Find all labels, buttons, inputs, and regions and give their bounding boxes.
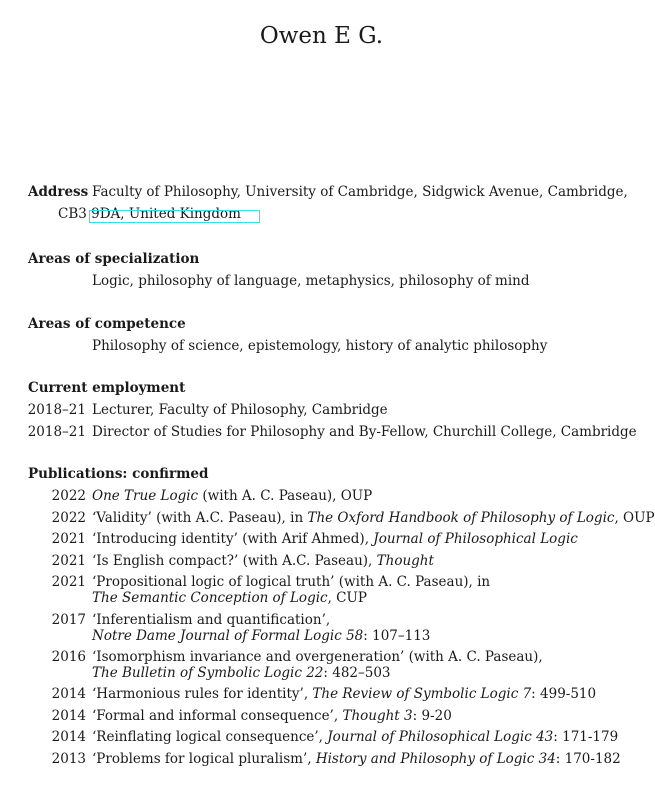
employment-item: Director of Studies for Philosophy and By-Fellow, Churchill College, Cambridge <box>92 424 637 440</box>
publication-entry: ‘Propositional logic of logical truth’ (with A. C. Paseau), in <box>92 574 491 590</box>
pub-text: ‘Harmonious rules for identity’, <box>92 686 313 702</box>
publication-entry-line-2 <box>92 665 391 681</box>
publication-entry: ‘Isomorphism invariance and overgeneration’ (with A. C. Paseau), <box>92 649 543 665</box>
pub-text-tail: : 107–113 <box>363 628 431 644</box>
pub-text: ‘Introducing identity’ (with Arif Ahmed), <box>92 531 374 547</box>
pub-venue: The Oxford Handbook of Philosophy of Logic <box>307 510 615 526</box>
publication-year: 2013 <box>51 751 86 767</box>
publication-entry <box>92 510 655 526</box>
publication-year: 2022 <box>51 510 86 526</box>
pub-text: ‘Validity’ (with A.C. Paseau), in <box>92 510 308 526</box>
pub-text-tail: , CUP <box>327 590 367 606</box>
competence-heading: Areas of competence <box>28 316 186 332</box>
address-postcode-prefix: CB3 <box>58 206 92 222</box>
publication-year: 2021 <box>51 531 86 547</box>
pub-venue: One True Logic <box>92 488 199 504</box>
pub-venue: Journal of Philosophical Logic <box>373 531 578 547</box>
pub-text-tail: : 170-182 <box>555 751 621 767</box>
address-label: Address <box>28 184 89 200</box>
pub-text: ‘Formal and informal consequence’, <box>92 708 343 724</box>
publication-entry <box>92 553 434 569</box>
pub-text-tail: : 499-510 <box>531 686 597 702</box>
pub-venue: Notre Dame Journal of Formal Logic 58 <box>92 628 364 644</box>
employment-years: 2018–21 <box>27 402 86 418</box>
pub-text: ‘Problems for logical pluralism’, <box>92 751 316 767</box>
employment-years: 2018–21 <box>27 424 86 440</box>
pub-text-tail: , OUP <box>614 510 655 526</box>
pub-text: ‘Is English compact?’ (with A.C. Paseau), <box>92 553 377 569</box>
pub-text-tail: : 171-179 <box>553 729 619 745</box>
publication-entry <box>92 686 596 702</box>
pub-venue: The Semantic Conception of Logic <box>92 590 328 606</box>
publication-entry <box>92 729 618 745</box>
pub-venue: The Bulletin of Symbolic Logic 22 <box>92 665 324 681</box>
publications-heading: Publications: confirmed <box>28 466 209 482</box>
publication-year: 2014 <box>51 729 86 745</box>
pub-venue: Thought <box>376 553 434 569</box>
pub-venue: Thought 3 <box>342 708 413 724</box>
address-link-border[interactable] <box>89 210 260 223</box>
pub-text-tail: : 9-20 <box>412 708 452 724</box>
publication-year: 2022 <box>51 488 86 504</box>
publication-year: 2016 <box>51 649 86 665</box>
pub-venue: History and Philosophy of Logic 34 <box>315 751 556 767</box>
publication-entry <box>92 531 578 547</box>
publication-year: 2021 <box>51 574 86 590</box>
publication-year: 2017 <box>51 612 86 628</box>
specialization-heading: Areas of specialization <box>28 251 200 267</box>
publication-year: 2021 <box>51 553 86 569</box>
cv-name: Owen E G. <box>259 23 384 49</box>
pub-text: ‘Reinflating logical consequence’, <box>92 729 328 745</box>
publication-entry: ‘Inferentialism and quantification’, <box>92 612 331 628</box>
employment-item: Lecturer, Faculty of Philosophy, Cambridge <box>92 402 388 418</box>
competence-text: Philosophy of science, epistemology, history of analytic philosophy <box>92 338 548 354</box>
publication-entry <box>92 488 372 504</box>
pub-venue: The Review of Symbolic Logic 7 <box>312 686 532 702</box>
publication-entry-line-2 <box>92 628 430 644</box>
specialization-text: Logic, philosophy of language, metaphysics, philosophy of mind <box>92 273 530 289</box>
pub-text-tail: : 482–503 <box>323 665 391 681</box>
address-map-link[interactable]: 9DA, United Kingdom <box>91 206 241 222</box>
publication-entry-line-2 <box>92 590 367 606</box>
publication-year: 2014 <box>51 686 86 702</box>
pub-venue: Journal of Philosophical Logic 43 <box>327 729 554 745</box>
employment-heading: Current employment <box>28 380 186 396</box>
pub-text-tail: (with A. C. Paseau), OUP <box>198 488 373 504</box>
address-line-1: Faculty of Philosophy, University of Cambridge, Sidgwick Avenue, Cambridge, <box>92 184 628 200</box>
publication-year: 2014 <box>51 708 86 724</box>
publication-entry <box>92 751 621 767</box>
publication-entry <box>92 708 452 724</box>
